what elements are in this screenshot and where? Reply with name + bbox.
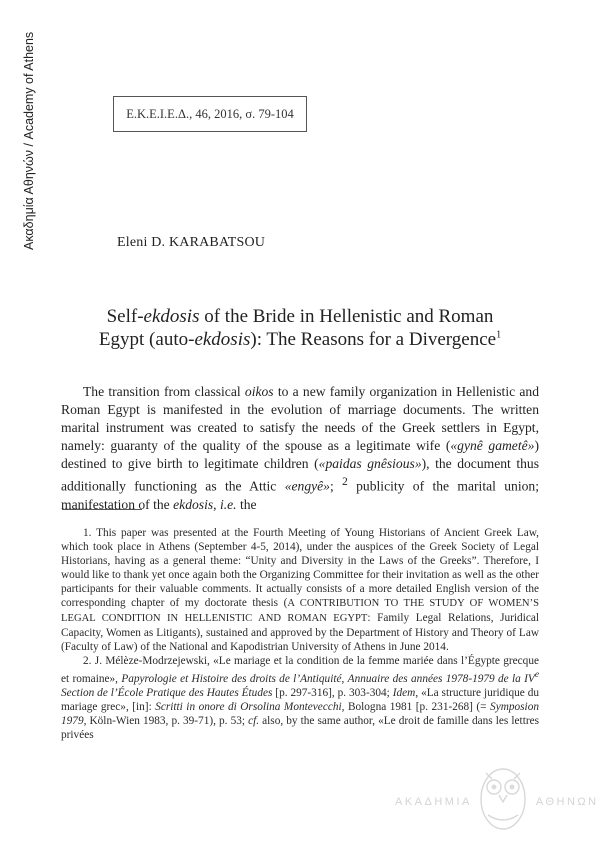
title-text: Self-: [106, 306, 144, 327]
body-text-run: ) destined to give birth to legitimate children (: [61, 438, 539, 471]
citation-box: [113, 96, 307, 132]
body-text: [61, 383, 539, 514]
footnote-italic: Scritti in onore di Orsolina Montevecchi: [155, 700, 342, 713]
watermark-word-2: ΑΘΗΝΩΝ: [535, 796, 599, 808]
footnote-text: 2. J. Mélèze-Modrzejewski, «Le mariage et la condition de la femme mariée dans l’Égypte grecque et romaine»,: [61, 655, 539, 685]
body-italic-term: «engyê»: [284, 478, 330, 494]
citation-text: Ε.Κ.Ε.Ι.Ε.Δ., 46, 2016, σ. 79-104: [126, 106, 294, 121]
footnote-thesis-title: A CONTRIBUTION TO THE STUDY OF WOMEN’S LEGAL CONDITION IN HELLENISTIC AND ROMAN EGYPT: [61, 598, 539, 624]
body-text-run: ;: [329, 478, 343, 494]
footnote-text: , Köln-Wien 1983, p. 39-71), p. 53;: [83, 714, 249, 727]
body-text-run: publicity of the marital union; manifestation of the: [61, 478, 539, 512]
article-title: [60, 305, 540, 351]
footnote-text: also, by the same author, «Le droit de famille dans les lettres privées: [61, 714, 540, 741]
body-paragraph: [61, 383, 539, 514]
footnote-italic: cf.: [248, 714, 260, 727]
body-text-run: to a new family organization in Hellenistic and Roman Egypt is manifested in the evolution of marriage documents. The written marital instrument was created to satisfy the needs of the Greek settlers in Egypt, namely: guaranty of the quality of the spouse as a legitimate wife (: [61, 384, 539, 453]
footnote-text: ,: [341, 672, 348, 685]
body-text-run: ,: [213, 496, 220, 512]
title-text: Egypt (auto-: [98, 329, 195, 350]
title-italic: ekdosis: [194, 329, 251, 350]
footnote-divider: [62, 509, 142, 510]
footnote-italic: Papyrologie et Histoire des droits de l’Antiquité: [121, 672, 342, 685]
author-name: Eleni D. KARABATSOU: [117, 235, 266, 250]
body-italic-term: «gynê gametê»: [450, 438, 535, 453]
footnote-text: 1. This paper was presented at the Fourth Meeting of Young Historians of Ancient Greek Law, which took place in Athens (September 4-5, 2014), under the auspices of the Greek Society of Legal Historians, having as a general theme: “Unity and Diversity in the Laws of the Greeks”. Therefore, I would like to thank yet once again both the Organizing Committee for their invitation as well as the other participants for their valuable comments. It actually consists of a more detailed English version of the corresponding chapter of my doctorate thesis (: [61, 527, 539, 609]
footnote-ref-2[interactable]: 2: [342, 476, 348, 488]
footnote-text: : Family Legal Relations, Juridical Capacity, Women as Litigants), sustained and approved by the Department of History and Theory of Law (Faculty of Law) of the National and Kapodistrian University of Athens in June 2014.: [61, 612, 540, 653]
body-italic-term: «paidas gnêsious»: [318, 456, 422, 471]
side-stamp-text: Ακαδημία Αθηνών / Academy of Athens: [22, 31, 36, 250]
footnotes: [61, 526, 539, 742]
footnote-italic: Section de l’École Pratique des Hautes Études: [61, 686, 273, 699]
footnote-text: [p. 297-316], p. 303-304;: [272, 686, 393, 699]
body-text-run: The transition from classical: [83, 384, 245, 399]
footnote-italic: Idem: [392, 686, 416, 699]
footnote-italic: Symposion 1979: [61, 700, 539, 727]
body-italic-term: i.e.: [219, 496, 237, 512]
title-line-2: [60, 328, 540, 351]
body-italic-term: ekdosis: [173, 496, 214, 512]
title-italic: ekdosis: [143, 306, 200, 327]
body-italic-term: oikos: [244, 384, 274, 399]
footnote-1: [61, 526, 539, 654]
footnote-ref-1[interactable]: 1: [496, 329, 502, 341]
footnote-2: [61, 654, 539, 742]
title-text: ): The Reasons for a Divergence: [250, 329, 497, 350]
academy-watermark-text: [395, 796, 599, 808]
footnote-superscript: e: [534, 670, 539, 680]
title-line-1: [60, 305, 540, 328]
side-stamp: [22, 31, 40, 250]
footnote-text: , «La structure juridique du mariage grec», [in]:: [61, 686, 539, 713]
footnote-text: , Bologna 1981 [p. 231-268] (=: [341, 700, 491, 713]
body-text-run: ), the document thus additionally functioning as the Attic: [61, 456, 540, 494]
body-text-run: the: [236, 496, 257, 512]
title-text: of the Bride in Hellenistic and Roman: [199, 306, 494, 327]
watermark-word-1: ΑΚΑΔΗΜΙΑ: [395, 796, 472, 808]
footnote-italic: Annuaire des années 1978-1979 de la IV: [347, 672, 535, 685]
